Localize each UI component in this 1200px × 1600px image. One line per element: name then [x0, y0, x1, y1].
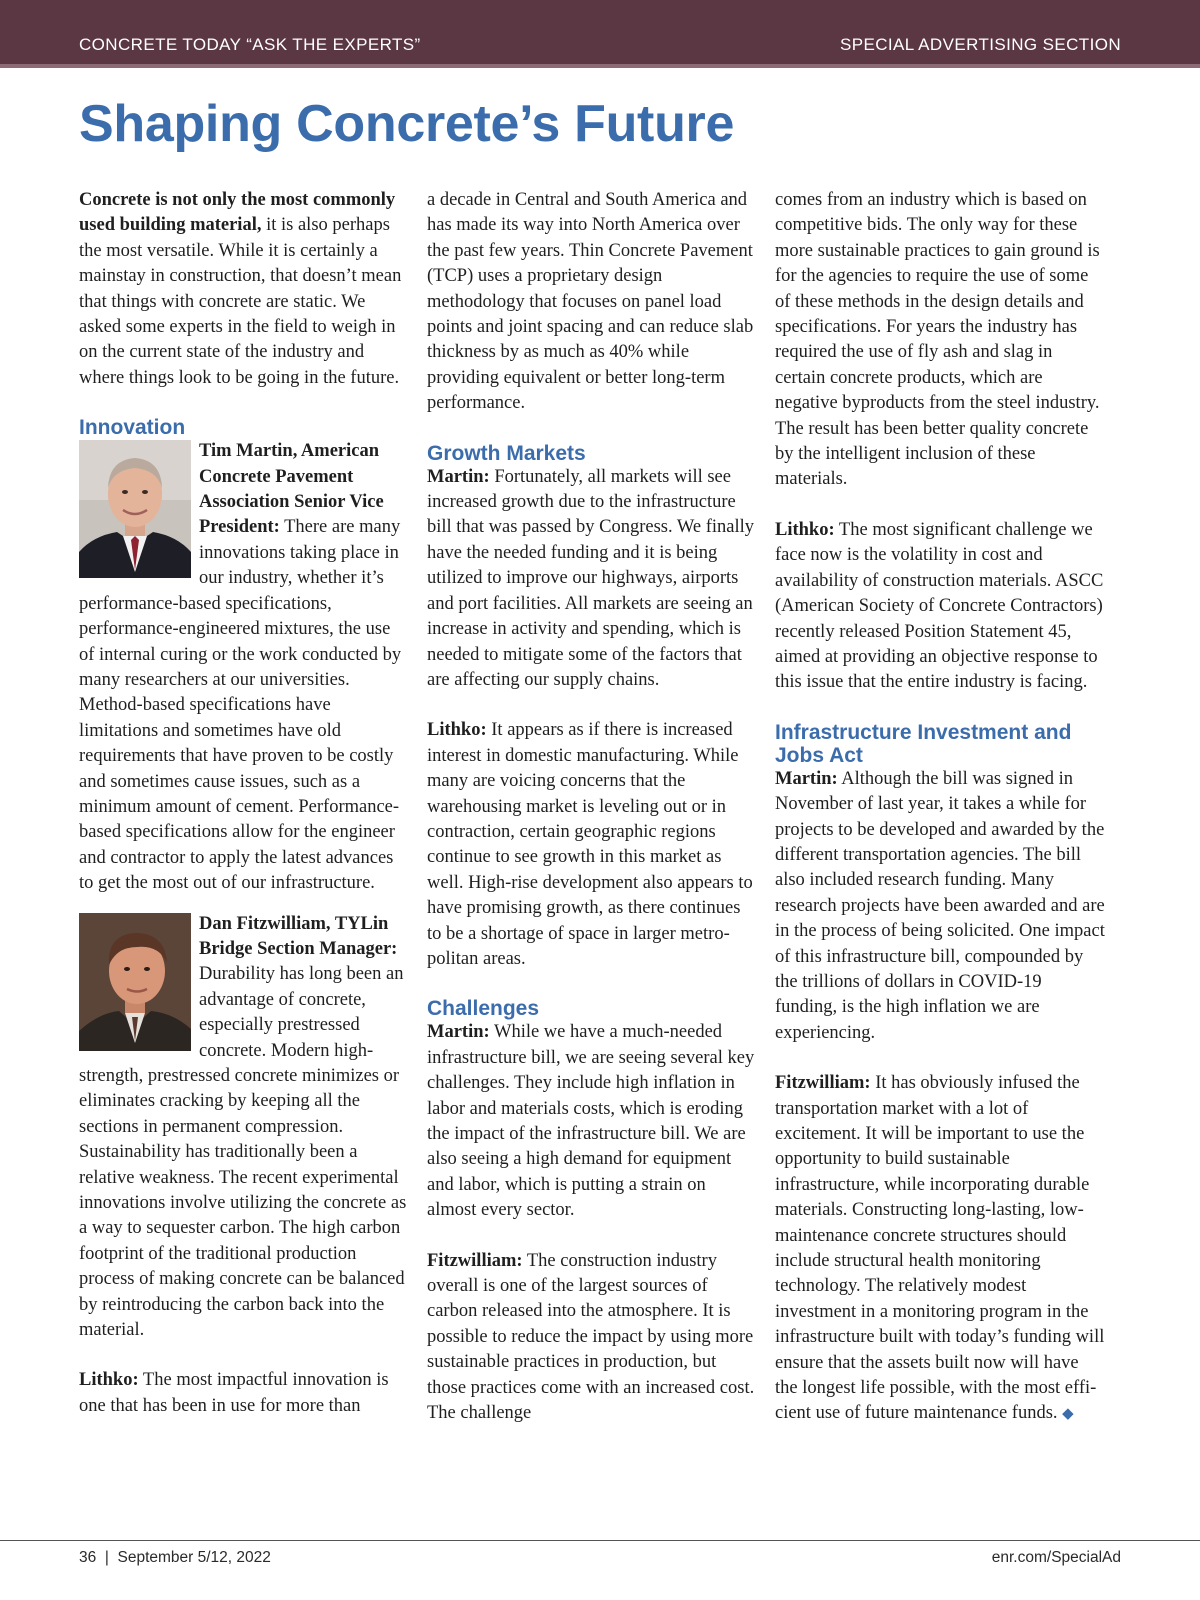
- header-rule: [0, 64, 1200, 68]
- intro-paragraph: [79, 188, 409, 391]
- lithko-challenges-text: The most significant challenge we face now is the volatility in cost and availability of construction materials. ASCC (American Society of Concrete Contractors) recently released Position Statement 45, aimed at providing an objective response to this issue that the entire industry is facing.: [775, 519, 1104, 693]
- lithko-innovation-continued: a decade in Central and South America and has made its way into North America over the past few years. Thin Concrete Pavement (TCP) uses a proprietary design methodology that focuses on panel load points and joint spacing and can reduce slab thickness by as much as 40% while providing equivalent or better long-term performance.: [427, 190, 754, 414]
- lithko-growth-text: It appears as if there is increased interest in domestic manufacturing. While many are voicing concerns that the warehousing market is leveling out or in contraction, certain geographic regions continue to see growth in this market as well. High-rise development also appears to have promising growth, as there continues to be a shortage of space in larger metropolitan areas.: [427, 720, 753, 969]
- section-label: CONCRETE TODAY “ASK THE EXPERTS”: [79, 35, 421, 54]
- heading-growth-markets: Growth Markets: [427, 441, 586, 465]
- martin-label: Martin:: [427, 466, 490, 487]
- martin-label: Martin:: [775, 768, 838, 789]
- fitzwilliam-label: Fitzwilliam:: [775, 1073, 871, 1094]
- intro-lead: Concrete is not only the most commonly used building material,: [79, 190, 396, 236]
- page-folio: 36 | September 5/12, 2022: [79, 1549, 271, 1566]
- martin-byline: Tim Martin, American Concrete Pavement Association Senior Vice President:: [199, 441, 384, 538]
- footer-url: enr.com/SpecialAd: [991, 1549, 1121, 1566]
- martin-iija-text: Although the bill was signed in November of last year, it takes a while for projects to be developed and awarded by the different transportation agencies. The bill also included research funding. Many research projects have been awarded and are in the process of being solicited. One impact of this infrastructure bill, compounded by the trillions of dollars in COVID-19 funding, is the high inflation we are experiencing.: [775, 768, 1105, 1043]
- column-3: [775, 188, 1105, 1427]
- tim-martin-photo: [79, 440, 191, 578]
- lithko-answer-growth: [427, 718, 757, 972]
- page-title: Shaping Concrete’s Future: [79, 95, 735, 153]
- martin-innovation-text: There are many innovations taking place in our industry, whether it’s performance-based specifications, performance-engineered mixtures, the use of internal curing or the work conducted by many researchers at our universities. Method-based specifications have limitations and sometimes have old requirements that have proven to be costly and sometimes cause issues, such as a minimum amount of cement. Performance-based specifications allow for the engineer and contractor to apply the latest advances to get the most out of our infrastructure.: [79, 517, 402, 894]
- end-mark-icon: ◆: [1062, 1404, 1074, 1423]
- footer-rule: [0, 1540, 1200, 1541]
- martin-growth-text: Fortunately, all markets will see increased growth due to the infrastructure bill that was passed by Congress. We finally have the needed funding and it is being utilized to improve our highways, airports and port facilities. All markets are seeing an increase in activity and spending, which is needed to mitigate some of the factors that are affecting our supply chains.: [427, 466, 755, 690]
- fitzwilliam-iija-text: It has obviously infused the transportation market with a lot of excitement. It will be important to use the opportunity to build sustainable infrastructure, while incorporating durable materials. Constructing long-lasting, low-maintenance concrete structures should include structural health monitoring technology. The relatively modest investment in a monitoring program in the infrastructure built with today’s funding will ensure that the assets built now will have the longest life possible, with the most efficient use of future maintenance funds.: [775, 1073, 1105, 1424]
- martin-challenges-text: While we have a much-needed infrastructure bill, we are seeing several key challenges. They include high inflation in labor and materials costs, which is eroding the impact of the infrastructure bill. We are also seeing a high demand for equipment and labor, which is putting a strain on almost every sector.: [427, 1022, 755, 1221]
- fitzwilliam-label: Fitzwilliam:: [427, 1250, 523, 1271]
- dan-fitzwilliam-photo: [79, 913, 191, 1051]
- martin-answer-iija: [775, 767, 1105, 1046]
- heading-challenges: Challenges: [427, 997, 540, 1021]
- lithko-innovation-text: The most impactful innovation is one that has been in use for more than: [79, 1370, 389, 1416]
- lithko-label: Lithko:: [427, 720, 487, 741]
- column-1: [79, 188, 409, 1419]
- header-bar: [0, 0, 1200, 64]
- advertising-label: SPECIAL ADVERTISING SECTION: [840, 35, 1121, 54]
- fitzwilliam-innovation-text: Durability has long been an advantage of concrete, especially prestressed concrete. Modern high-strength, prestressed concrete minimizes or eliminates cracking by keeping all the sections in permanent compression. Sustainability has traditionally been a relative weakness. The recent experimental innovations involve utilizing the concrete as a way to sequester carbon. The high carbon footprint of the traditional production process of making concrete can be balanced by reintroducing the carbon back into the material.: [79, 964, 407, 1341]
- fitzwilliam-answer-iija: [775, 1071, 1105, 1427]
- lithko-answer-innovation: [79, 1368, 409, 1419]
- heading-iija: Infrastructure Investment and Jobs Act: [775, 720, 1072, 767]
- lithko-answer-challenges: [775, 518, 1105, 696]
- lithko-label: Lithko:: [79, 1370, 139, 1391]
- heading-innovation: Innovation: [79, 416, 186, 440]
- martin-label: Martin:: [427, 1022, 490, 1043]
- fitzwilliam-answer-challenges: [427, 1249, 757, 1427]
- fitzwilliam-challenges-text: The construction industry overall is one of the largest sources of carbon released into the atmosphere. It is possible to reduce the impact by using more sustainable practices in production, but those practices come with an increased cost. The challenge: [427, 1250, 755, 1424]
- fitzwilliam-challenges-continued: comes from an industry which is based on competitive bids. The only way for these more sustainable practices to gain ground is for the agencies to require the use of some of these methods in the design details and specifications. For years the industry has required the use of fly ash and slag in certain concrete products, which are negative byproducts from the steel industry. The result has been better quality concrete by the intelligent inclusion of these materials.: [775, 190, 1100, 490]
- fitzwilliam-byline: Dan Fitzwilliam, TYLin Bridge Section Manager:: [199, 913, 398, 959]
- intro-text: it is also perhaps the most versatile. While it is certainly a mainstay in construction, that doesn’t mean that things with concrete are static. We asked some experts in the field to weigh in on the current state of the industry and where things look to be going in the future.: [79, 215, 402, 388]
- lithko-label: Lithko:: [775, 519, 835, 540]
- column-2: [427, 188, 757, 1426]
- martin-answer-growth: [427, 465, 757, 694]
- martin-answer-challenges: [427, 1020, 757, 1223]
